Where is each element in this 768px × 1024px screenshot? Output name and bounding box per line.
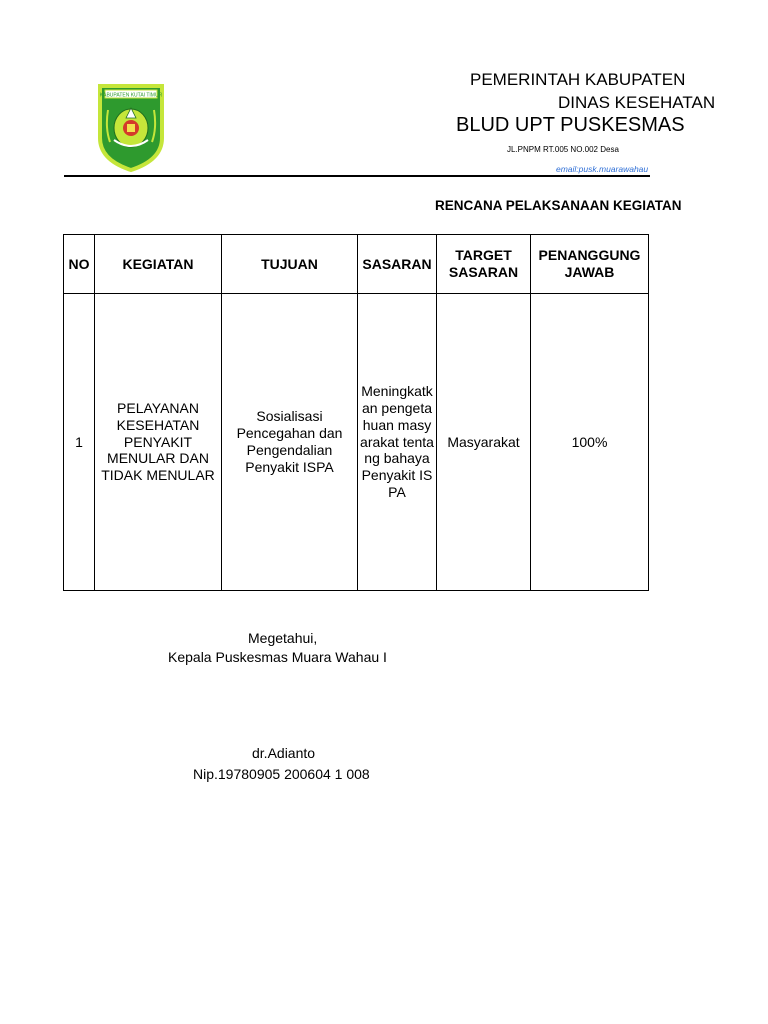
header-email: email:pusk.muarawahau <box>556 164 649 174</box>
cell-sasaran: Meningkatkan pengetahuan masyarakat tentang bahaya Penyakit ISPA <box>358 294 437 591</box>
signatory-name: dr.Adianto <box>252 745 316 761</box>
column-header-sasaran: SASARAN <box>358 235 437 294</box>
column-header-target-sasaran: TARGET SASARAN <box>437 235 531 294</box>
cell-kegiatan: PELAYANAN KESEHATAN PENYAKIT MENULAR DAN TIDAK MENULAR <box>95 294 222 591</box>
acknowledged-label: Megetahui, <box>248 630 318 646</box>
svg-text:KABUPATEN KUTAI TIMUR: KABUPATEN KUTAI TIMUR <box>99 92 163 99</box>
column-header-kegiatan: KEGIATAN <box>95 235 222 294</box>
document-title: RENCANA PELAKSANAAN KEGIATAN <box>435 198 682 213</box>
column-header-penanggung-jawab: PENANGGUNG JAWAB <box>531 235 649 294</box>
cell-tujuan: Sosialisasi Pencegahan dan Pengendalian Penyakit ISPA <box>222 294 358 591</box>
table-header-row <box>64 235 649 294</box>
signatory-nip: Nip.19780905 200604 1 008 <box>193 766 370 782</box>
header-government: PEMERINTAH KABUPATEN <box>470 70 686 89</box>
cell-penanggung-jawab: 100% <box>531 294 649 591</box>
regency-logo <box>96 80 166 172</box>
table-row <box>64 294 649 591</box>
cell-no: 1 <box>64 294 95 591</box>
cell-target-sasaran: Masyarakat <box>437 294 531 591</box>
header-divider <box>64 175 650 177</box>
signatory-position: Kepala Puskesmas Muara Wahau I <box>168 649 387 665</box>
header-institution: BLUD UPT PUSKESMAS <box>456 114 685 136</box>
header-department: DINAS KESEHATAN <box>558 93 716 112</box>
activity-plan-table <box>63 234 649 591</box>
column-header-no: NO <box>64 235 95 294</box>
header-address: JL.PNPM RT.005 NO.002 Desa <box>507 145 619 154</box>
column-header-tujuan: TUJUAN <box>222 235 358 294</box>
